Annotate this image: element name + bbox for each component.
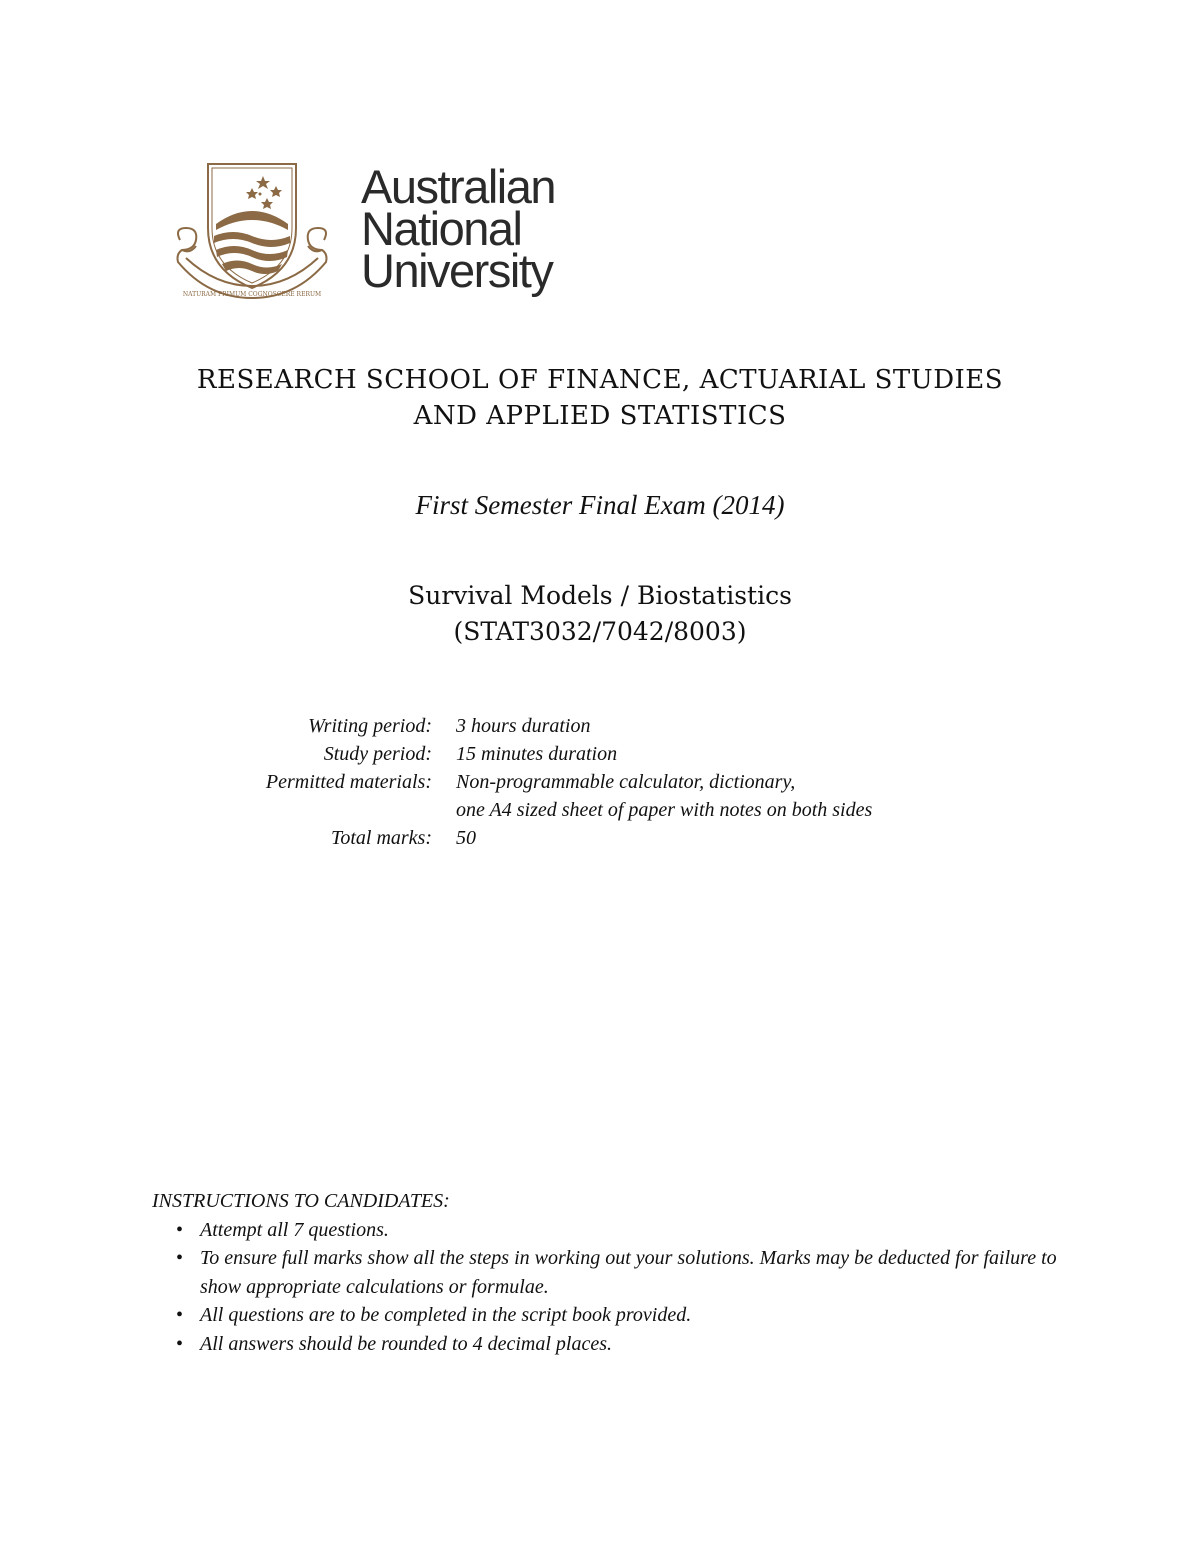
list-item bbox=[152, 1216, 1072, 1245]
instructions-section bbox=[152, 1187, 1072, 1358]
course-heading bbox=[0, 578, 1200, 650]
university-wordmark bbox=[361, 160, 555, 297]
detail-label: Writing period: bbox=[308, 715, 432, 737]
detail-value: 3 hours duration bbox=[456, 715, 591, 737]
school-heading bbox=[0, 362, 1200, 434]
detail-row bbox=[200, 796, 1000, 824]
detail-value: 50 bbox=[456, 827, 476, 849]
course-name: Survival Models / Biostatistics bbox=[408, 581, 792, 610]
exam-title: First Semester Final Exam (2014) bbox=[415, 490, 785, 520]
school-line-1: RESEARCH SCHOOL OF FINANCE, ACTUARIAL STUDIES bbox=[196, 365, 1004, 395]
instruction-text: All questions are to be completed in the script book provided. bbox=[200, 1304, 692, 1326]
instruction-text: To ensure full marks show all the steps in working out your solutions. Marks may be deducted for failure to show appropriate calculations or formulae. bbox=[200, 1247, 1057, 1298]
bullet-icon: • bbox=[176, 1332, 184, 1355]
detail-label bbox=[200, 796, 432, 824]
detail-label: Permitted materials: bbox=[265, 771, 432, 793]
detail-row bbox=[200, 740, 1000, 768]
instruction-text: Attempt all 7 questions. bbox=[200, 1218, 389, 1241]
wordmark-line-1: Australian bbox=[361, 160, 555, 213]
wordmark-line-2: National bbox=[361, 202, 522, 255]
detail-value: one A4 sized sheet of paper with notes on both sides bbox=[456, 799, 873, 821]
bullet-icon: • bbox=[176, 1304, 184, 1326]
anu-logo bbox=[168, 158, 588, 303]
detail-label: Total marks: bbox=[331, 827, 432, 849]
instructions-heading: INSTRUCTIONS TO CANDIDATES: bbox=[152, 1190, 450, 1212]
bullet-icon: • bbox=[176, 1218, 184, 1241]
detail-row bbox=[200, 712, 1000, 740]
detail-row bbox=[200, 824, 1000, 852]
detail-value: Non-programmable calculator, dictionary, bbox=[456, 771, 796, 793]
detail-value: 15 minutes duration bbox=[456, 743, 618, 765]
instructions-list bbox=[152, 1216, 1072, 1359]
bullet-icon: • bbox=[176, 1247, 184, 1269]
list-item bbox=[152, 1301, 1072, 1330]
list-item bbox=[152, 1330, 1072, 1359]
detail-row bbox=[200, 768, 1000, 796]
crest-motto: NATURAM PRIMUM COGNOSCERE RERUM bbox=[182, 291, 322, 298]
instruction-text: All answers should be rounded to 4 decimal places. bbox=[200, 1332, 612, 1355]
list-item bbox=[152, 1244, 1072, 1301]
detail-label: Study period: bbox=[323, 743, 432, 765]
university-crest-icon bbox=[168, 158, 338, 303]
exam-details bbox=[200, 712, 1000, 852]
course-code: (STAT3032/7042/8003) bbox=[453, 617, 747, 646]
wordmark-line-3: University bbox=[361, 244, 553, 297]
school-line-2: AND APPLIED STATISTICS bbox=[413, 401, 787, 431]
